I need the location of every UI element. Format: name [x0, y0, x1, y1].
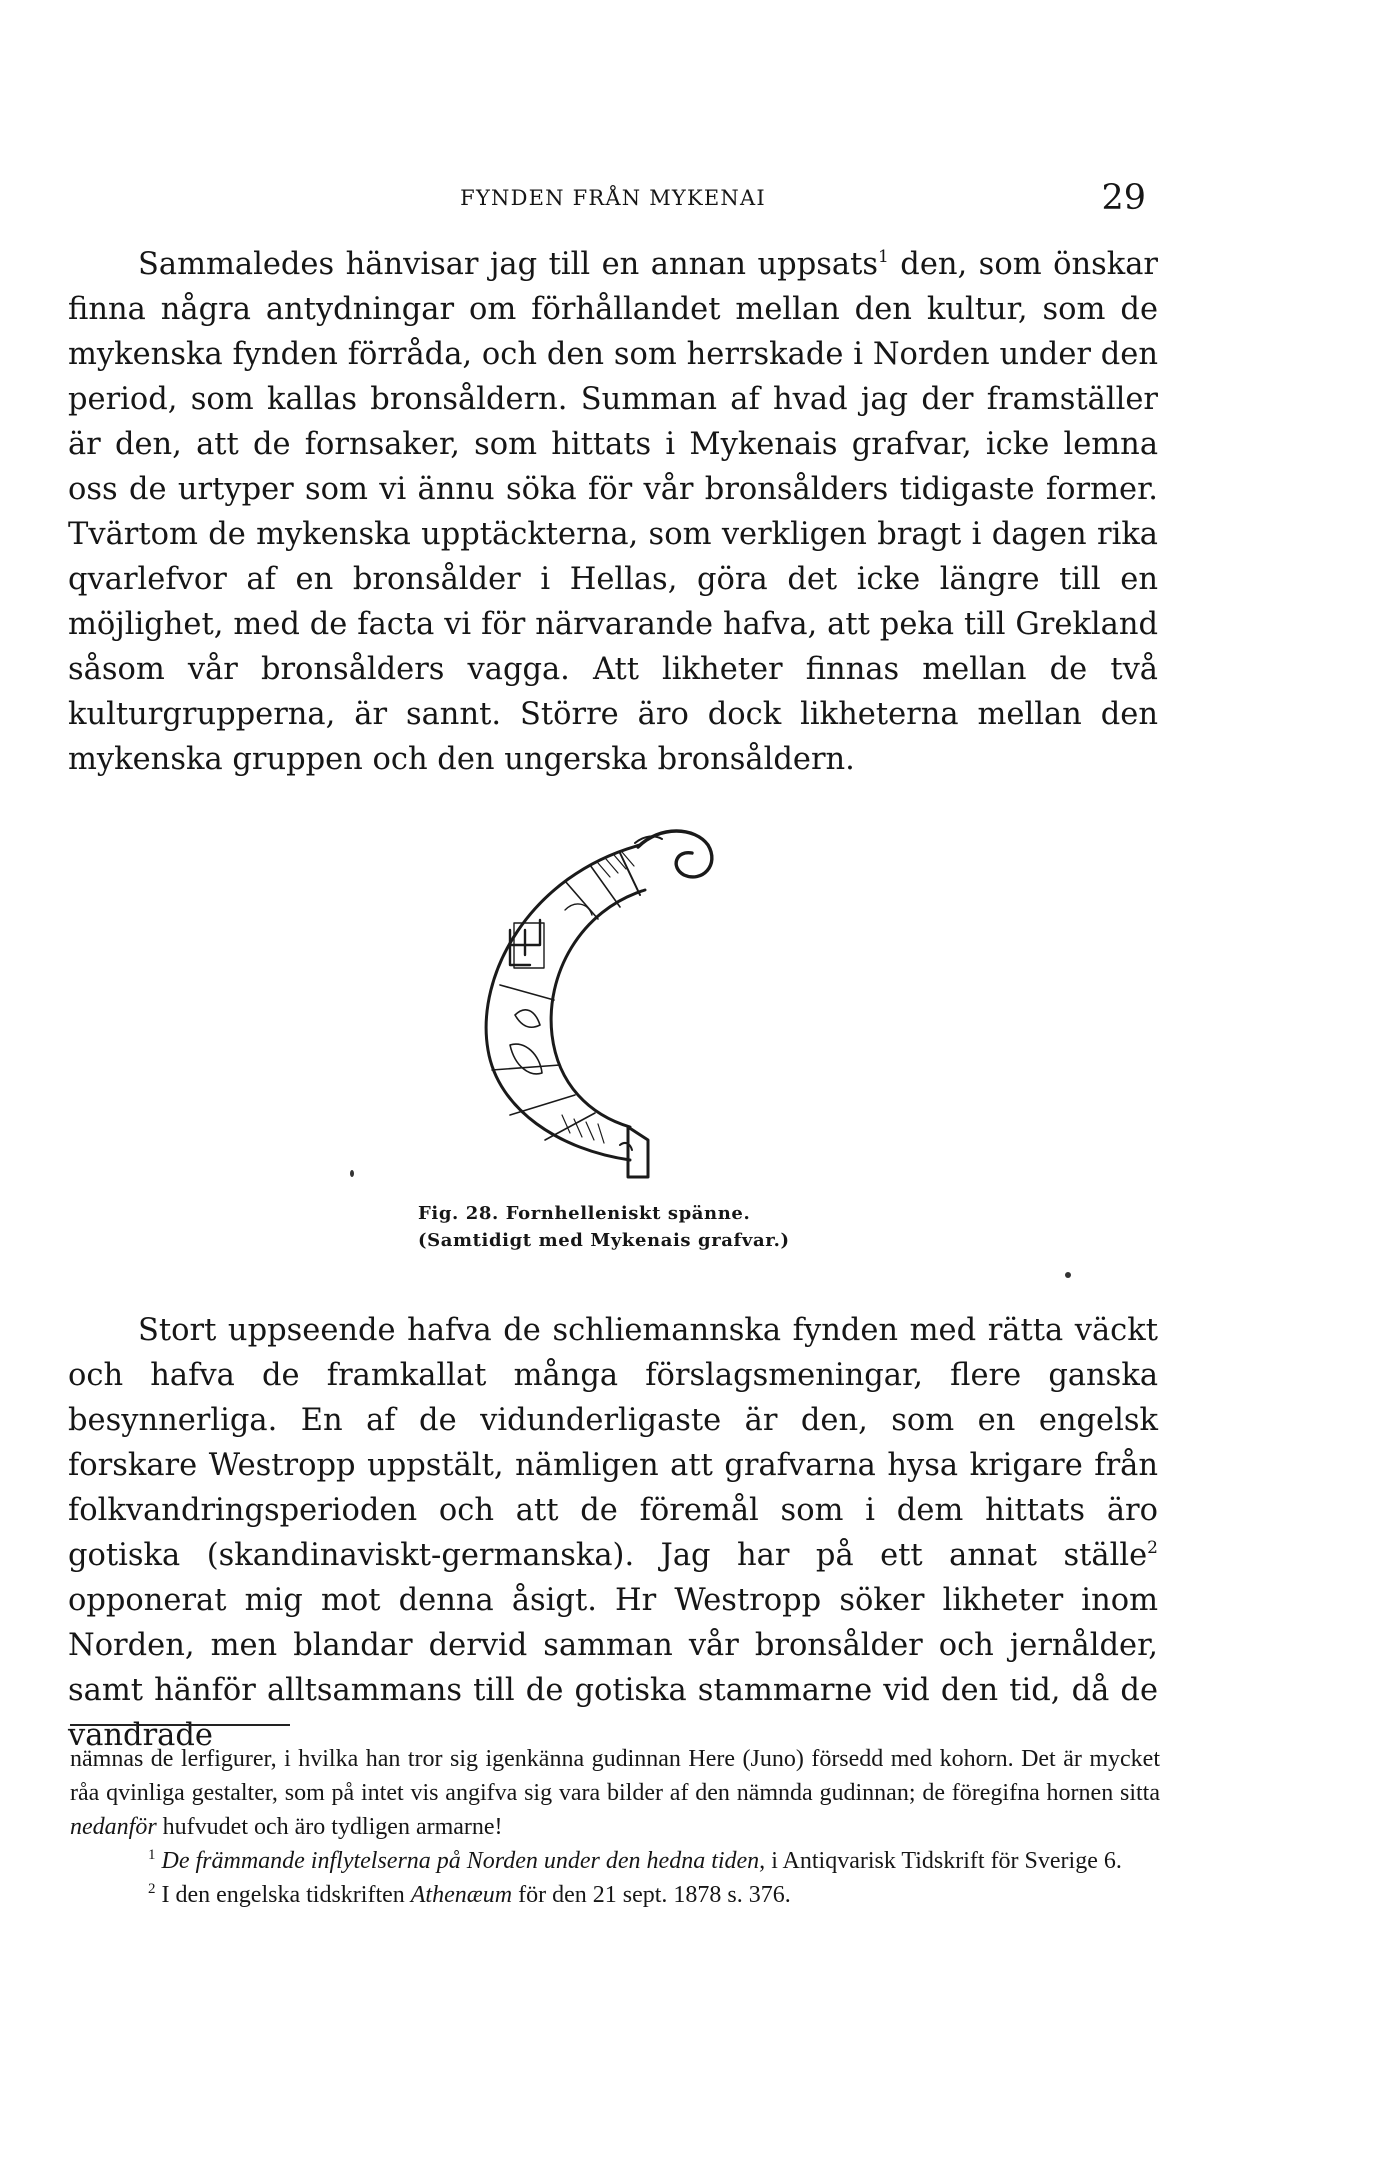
footnote-2-text-a: I den engelska tidskriften [161, 1882, 411, 1908]
figure-caption-line-2: (Samtidigt med Mykenais grafvar.) [418, 1230, 790, 1251]
footnote-1-italic: De främmande inflytelserna på Norden under den hedna tiden, [161, 1848, 766, 1874]
figure-28 [470, 815, 770, 1195]
footnote-separator [70, 1724, 290, 1726]
fibula-icon [470, 815, 770, 1195]
footnote-ref-2[interactable]: 2 [1147, 1538, 1158, 1558]
paragraph-1 [68, 242, 1158, 782]
print-speck [350, 1170, 354, 1177]
paragraph-1-text-b: den, som önskar finna några antydningar om förhållandet mellan den kultur, som de mykenska fynden förråda, och den som herrskade i Norden under den period, som kallas bronsåldern. Summan af hvad jag der framställer är den, att de fornsaker, som hittats i Mykenais grafvar, icke lemna oss de urtyper som vi ännu söka för vår bronsålders tidigaste former. Tvärtom de mykenska upptäckterna, som verkligen bragt i dagen rika qvarlefvor af en bronsålder i Hellas, göra det icke längre till en möjlighet, med de facta vi för närvarande hafva, att peka till Grekland såsom vår bronsålders vagga. Att likheter finnas mellan de två kulturgrupperna, är sannt. Större äro dock likheterna mellan den mykenska gruppen och den ungerska bronsåldern. [68, 247, 1158, 777]
footnote-2 [70, 1878, 1160, 1912]
footnote-2-text-b: för den 21 sept. 1878 s. 376. [512, 1882, 791, 1908]
page-header [68, 178, 1158, 222]
footnote-continued-text-a: nämnas de lerfigurer, i hvilka han tror sig igenkänna gudinnan Here (Juno) försedd med kohorn. Det är mycket råa qvinliga gestalter, som på intet vis angifva sig vara bilder af den nämnda gudinnan; de föregifna hornen sitta [70, 1746, 1160, 1806]
footnote-ref-1[interactable]: 1 [877, 247, 889, 267]
paragraph-1-text-a: Sammaledes hänvisar jag till en annan uppsats [138, 247, 878, 282]
footnote-continued [70, 1742, 1160, 1844]
figure-caption [418, 1200, 838, 1254]
footnote-continued-text-b: hufvudet och äro tydligen armarne! [156, 1814, 503, 1840]
figure-caption-line-1: Fig. 28. Fornhelleniskt spänne. [418, 1203, 751, 1224]
footnote-2-marker: 2 [148, 1881, 156, 1897]
footnote-2-italic: Athenæum [410, 1882, 513, 1908]
paragraph-2-text-a: Stort uppseende hafva de schliemannska fynden med rätta väckt och hafva de framkallat många förslagsmeningar, flere ganska besynnerliga. En af de vidunderligaste är den, som en engelsk forskare Westropp uppstält, nämligen att grafvarna hysa krigare från folkvandringsperioden och att de föremål som i dem hittats äro gotiska (skandinaviskt-germanska). Jag har på ett annat ställe [68, 1313, 1158, 1573]
footnote-1-text: i Antiqvarisk Tidskrift för Sverige 6. [765, 1848, 1122, 1874]
footnote-1-marker: 1 [148, 1847, 156, 1863]
paragraph-2 [68, 1308, 1158, 1758]
paragraph-2-text-b: opponerat mig mot denna åsigt. Hr Westropp söker likheter inom Norden, men blandar dervid samman vår bronsålder och jernålder, samt hänför alltsammans till de gotiska stammarne vid den tid, då de vandrade [68, 1583, 1158, 1753]
footnote-1 [70, 1844, 1160, 1878]
print-speck [1065, 1272, 1071, 1278]
footnotes [70, 1742, 1160, 1912]
page-number: 29 [1101, 178, 1146, 218]
footnote-continued-italic: nedanför [70, 1814, 157, 1840]
running-title: FYNDEN FRÅN MYKENAI [460, 186, 766, 210]
